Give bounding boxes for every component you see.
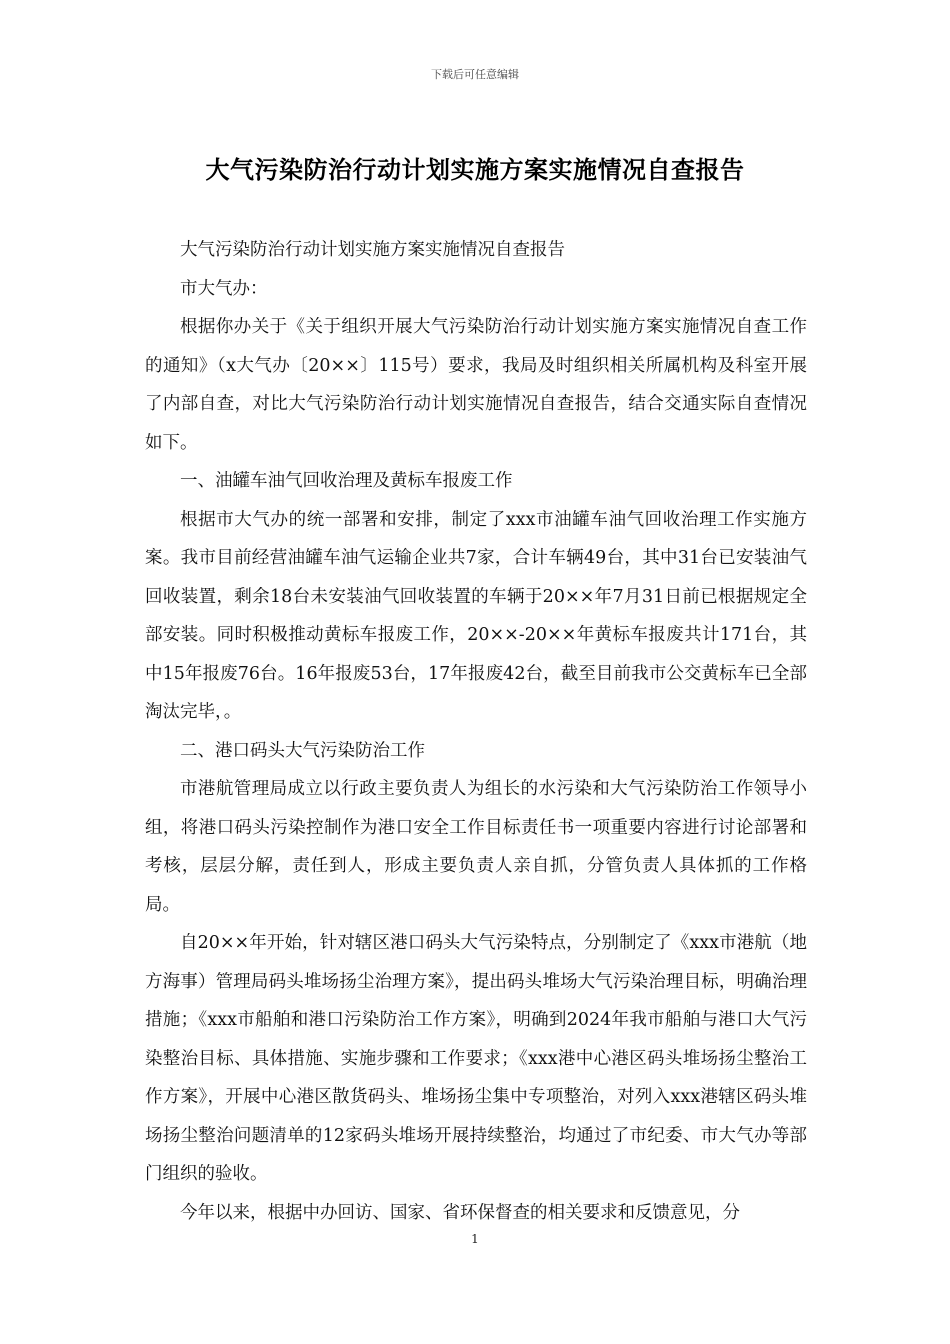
section-heading-2: 二、港口码头大气污染防治工作 xyxy=(180,740,425,761)
page-header-note: 下载后可任意编辑 xyxy=(431,68,519,81)
section-2-paragraph-2: 自20××年开始，针对辖区港口码头大气污染特点，分别制定了《xxx市港航（地方海事）管理局码头堆场扬尘治理方案》，提出码头堆场大气污染治理目标，明确治理措施；《xxx市船舶和港口污染防治工作方案》，明确到2024年我市船舶与港口大气污染整治目标、具体措施、实施步骤和工作要求；《xxx港中心港区码头堆场扬尘整治工作方案》，开展中心港区散货码头、堆场扬尘集中专项整治，对列入xxx港辖区码头堆场扬尘整治问题清单的12家码头堆场开展持续整治，均通过了市纪委、市大气办等部门组织的验收。 xyxy=(145,933,807,1184)
section-heading-1: 一、油罐车油气回收治理及黄标车报废工作 xyxy=(180,471,513,491)
section-2-paragraph-3: 今年以来，根据中办回访、国家、省环保督查的相关要求和反馈意见，分 xyxy=(180,1202,740,1223)
section-2-paragraph-1: 市港航管理局成立以行政主要负责人为组长的水污染和大气污染防治工作领导小组，将港口码头污染控制作为港口安全工作目标责任书一项重要内容进行讨论部署和考核，层层分解，责任到人，形成主要负责人亲自抓，分管负责人具体抓的工作格局。 xyxy=(145,779,807,915)
page-number: 1 xyxy=(471,1232,479,1246)
document-title: 大气污染防治行动计划实施方案实施情况自查报告 xyxy=(205,155,745,184)
section-1-paragraph: 根据市大气办的统一部署和安排，制定了xxx市油罐车油气回收治理工作实施方案。我市目前经营油罐车油气运输企业共7家，合计车辆49台，其中31台已安装油气回收装置，剩余18台未安装油气回收装置的车辆于20××年7月31日前已根据规定全部安装。同时积极推动黄标车报废工作，20××-20××年黄标车报废共计171台，其中15年报废76台。16年报废53台，17年报废42台，截至目前我市公交黄标车已全部淘汰完毕，。 xyxy=(145,509,807,722)
addressee: 市大气办： xyxy=(180,278,268,299)
document-body xyxy=(145,231,807,1232)
intro-paragraph: 根据你办关于《关于组织开展大气污染防治行动计划实施方案实施情况自查工作的通知》（x大气办〔20××〕115号）要求，我局及时组织相关所属机构及科室开展了内部自查，对比大气污染防治行动计划实施情况自查报告，结合交通实际自查情况如下。 xyxy=(145,317,807,453)
report-heading-line: 大气污染防治行动计划实施方案实施情况自查报告 xyxy=(180,240,565,260)
